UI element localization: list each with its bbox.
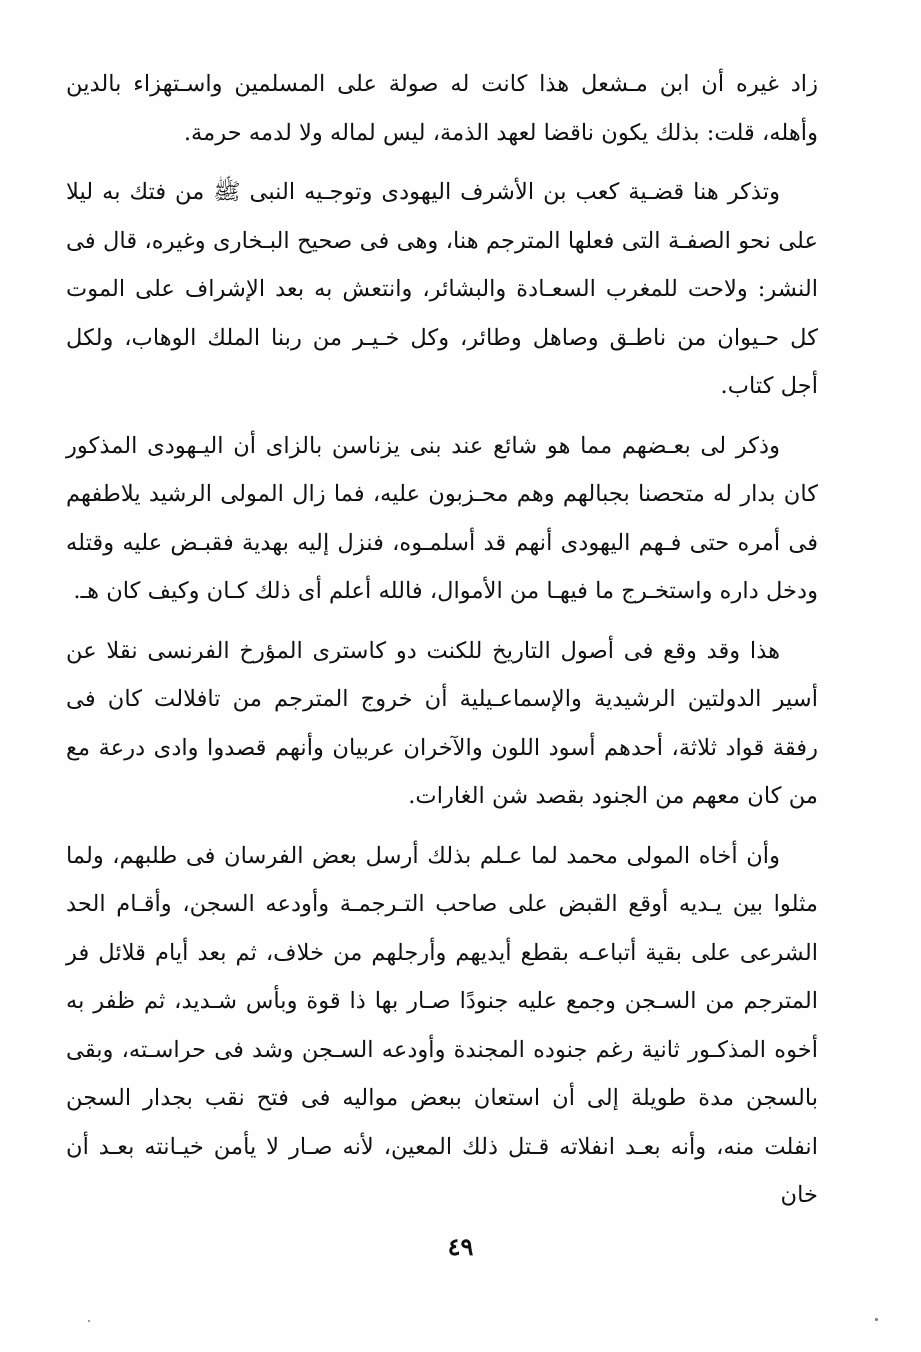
page-number: ٤٩ (447, 1232, 474, 1261)
paragraph-1: زاد غيره أن ابن مـشعل هذا كانت له صولة على المسلمين واسـتهزاء بالدين وأهله، قلت: بذلك يكون ناقضا لعهد الذمة، ليس لماله ولا لدمه حرمة. (66, 71, 818, 146)
paragraph-5: وأن أخاه المولى محمد لما عـلم بذلك أرسل بعض الفرسان فى طلبهم، ولما مثلوا بين يـديه أوقع القبض على صاحب التـرجمـة وأودعه السجن، وأقـام الحد الشرعى على بقية أتباعـه بقطع أيديهم وأرجلهم من خلاف، ثم بعد أيام قلائل فر المترجم من السـجن وجمع عليه جنودًا صـار بها ذا قوة وبأس شـديد، ثم ظفر به أخوه المذكـور ثانية رغم جنوده المجندة وأودعه السـجن وشد فى حراسـته، وبقى بالسجن مدة طويلة إلى أن استعان ببعض مواليه فى فتح نقب بجدار السجن انفلت منه، وأنه بعـد انفلاته قـتل ذلك المعين، لأنه صـار لا يأمن خيـانته بعـد أن خان (66, 842, 818, 1208)
paragraph-4: هذا وقد وقع فى أصول التاريخ للكنت دو كاسترى المؤرخ الفرنسى نقلا عن أسير الدولتين الرشيدية والإسماعـيلية أن خروج المترجم من تافلالت كان فى رفقة قواد ثلاثة، أحدهم أسود اللون والآخران عربيان وأنهم قصدوا وادى درعة مع من كان معهم من الجنود بقصد شن الغارات. (66, 637, 818, 809)
paragraph-3: وذكر لى بعـضهم مما هو شائع عند بنى يزناسن بالزاى أن اليـهودى المذكور كان بدار له متحصنا بجبالهم وهم محـزبون عليه، فما زال المولى الرشيد يلاطفهم فى أمره حتى فـهم اليهودى أنهم قد أسلمـوه، فنزل إليه بهدية فقبـض عليه وقتله ودخل داره واستخـرج ما فيهـا من الأموال، فالله أعلم أى ذلك كـان وكيف كان هـ. (66, 432, 818, 604)
scan-speck (88, 1320, 90, 1322)
body-text (66, 60, 818, 1231)
scan-speck (875, 1318, 878, 1321)
paragraph-2: وتذكر هنا قضـية كعب بن الأشرف اليهودى وتوجـيه النبى ﷺ من فتك به ليلا على نحو الصفـة التى فعلها المترجم هنا، وهى فى صحيح البـخارى وغيره، قال فى النشر: ولاحت للمغرب السعـادة والبشائر، وانتعش به بعد الإشراف على الموت كل حـيوان من ناطـق وصاهل وطائر، وكل خـيـر من ربنا الملك الوهاب، ولكل أجل كتاب. (66, 179, 818, 399)
